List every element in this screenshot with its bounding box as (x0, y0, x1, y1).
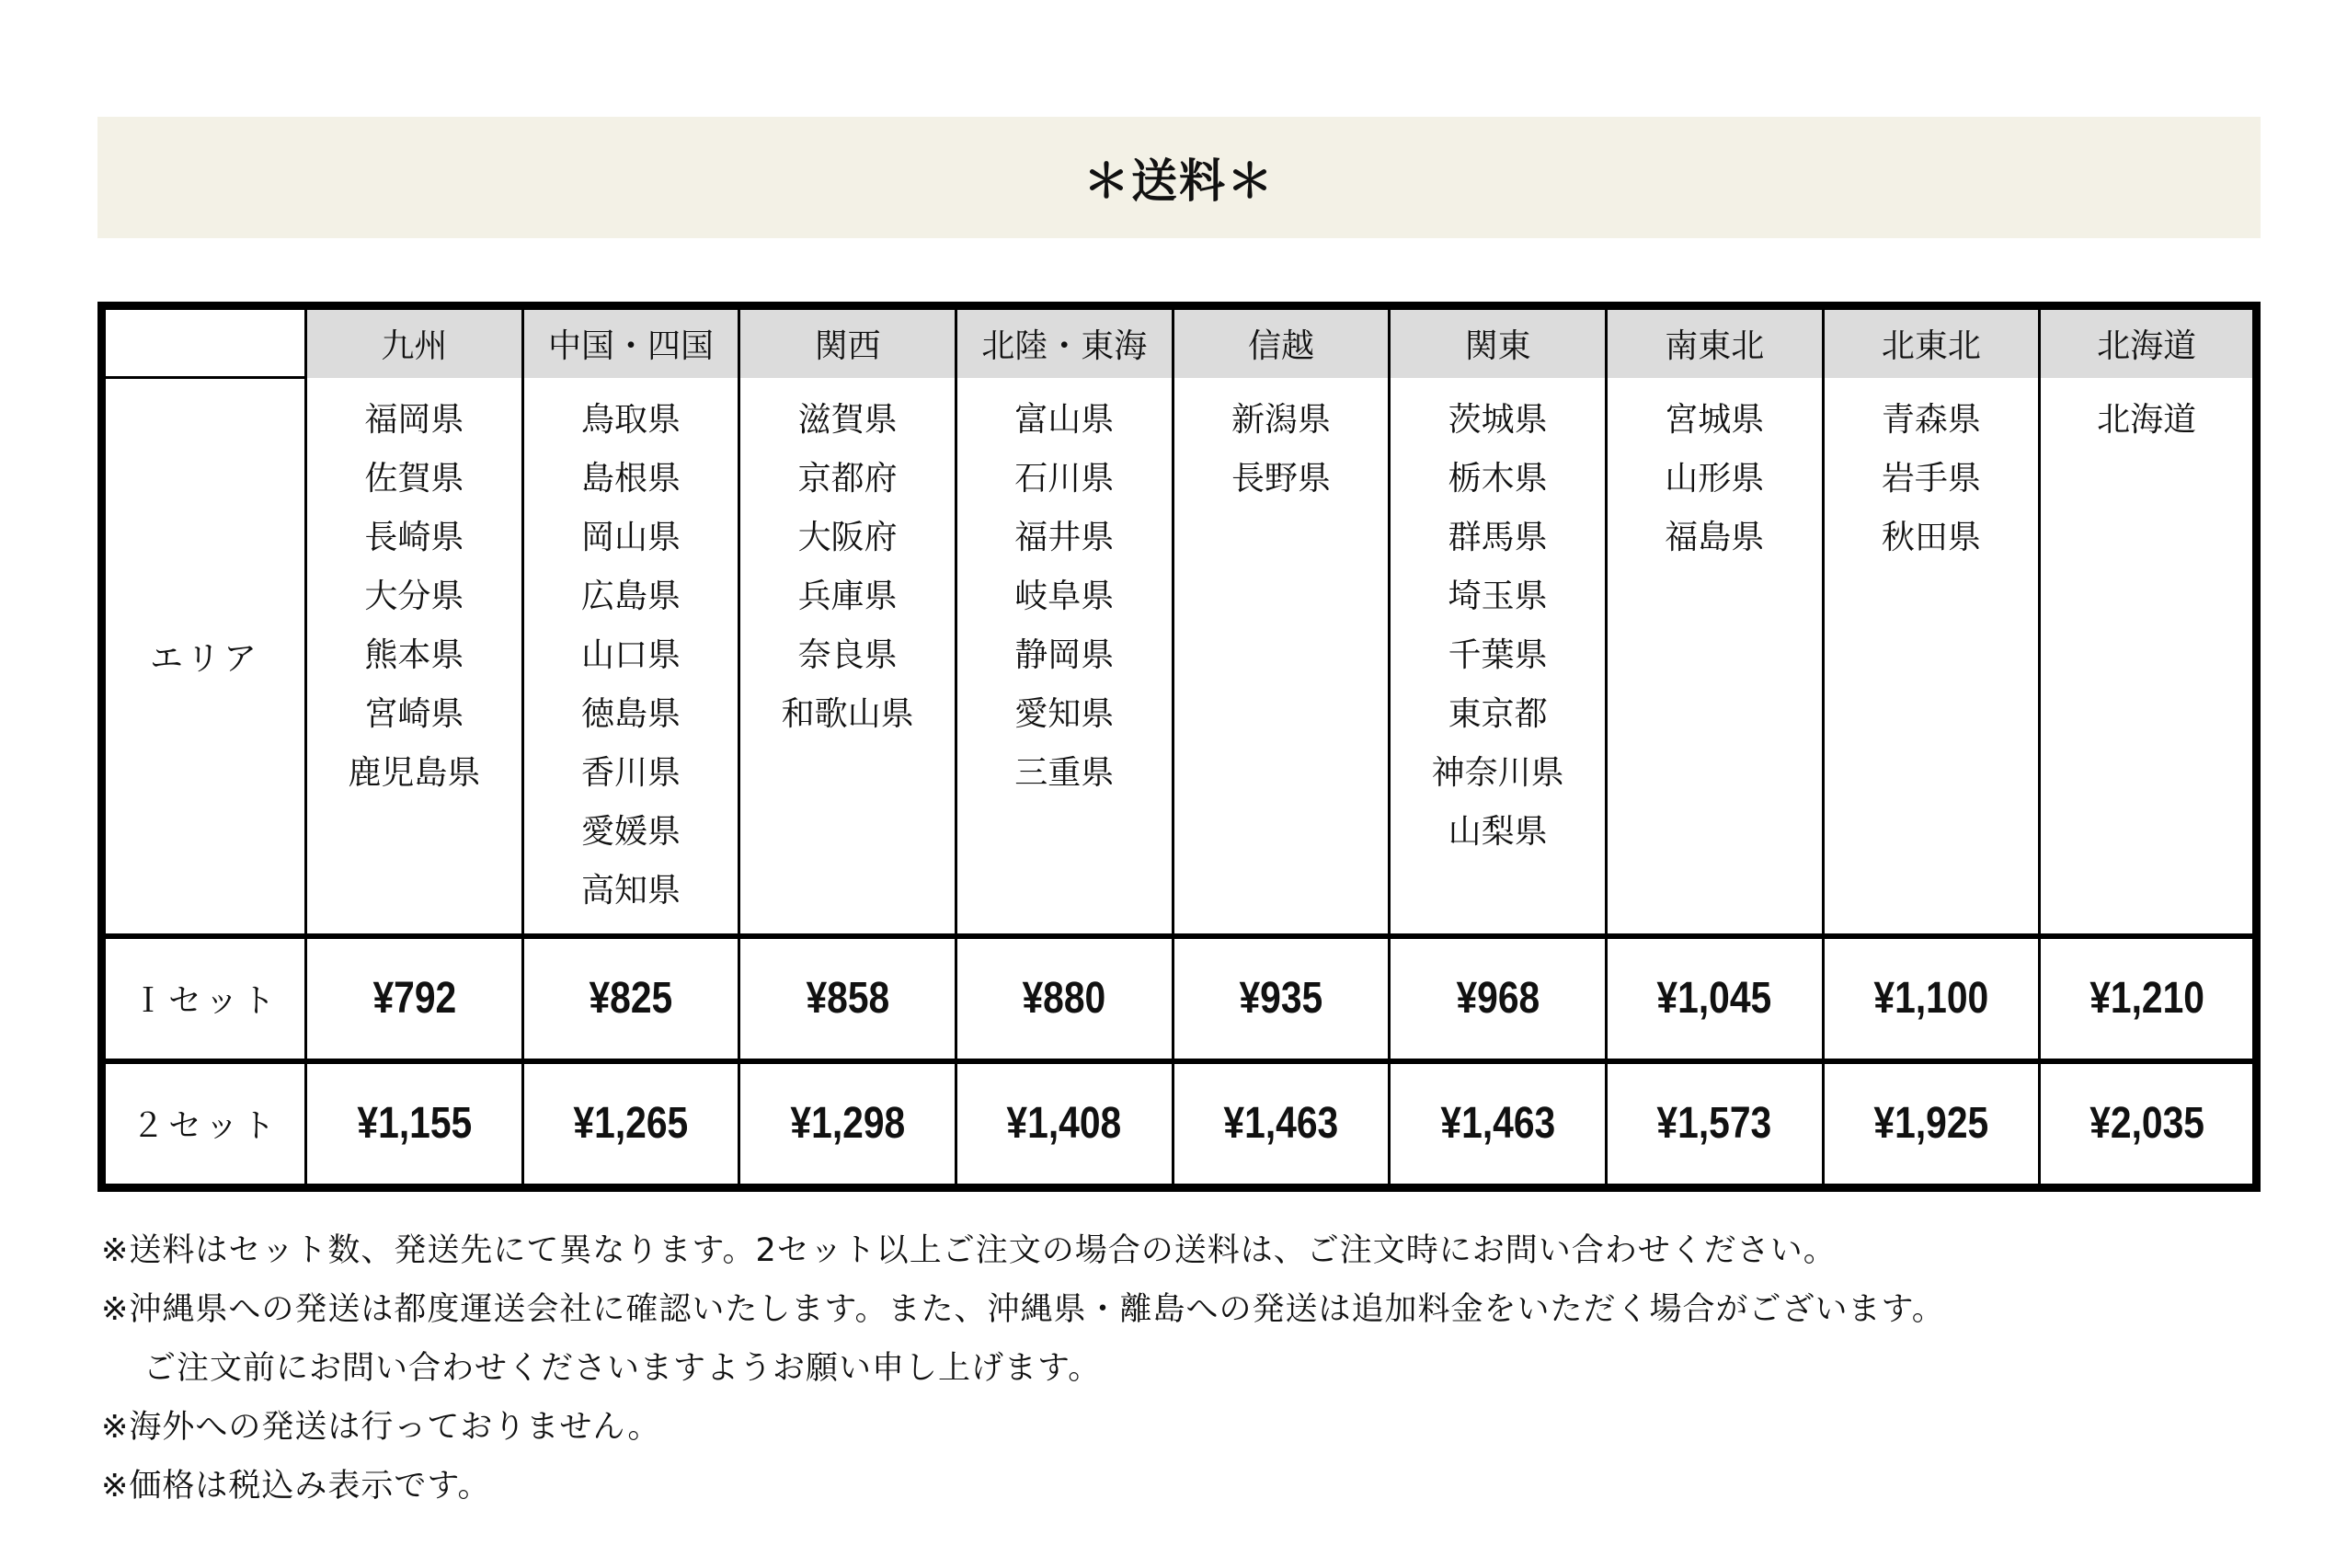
prefecture: 滋賀県 (797, 400, 898, 439)
prefecture: 福島県 (1665, 518, 1765, 556)
region-header: 関東 (1390, 306, 1607, 378)
region-header-row (102, 306, 2257, 378)
set1-price: ¥880 (972, 936, 1156, 1061)
note-line: ご注文前にお問い合わせくださいますようお願い申し上げます。 (143, 1350, 1102, 1387)
prefecture: 長崎県 (364, 518, 464, 556)
prefecture: 佐賀県 (364, 459, 464, 498)
set1-price: ¥792 (322, 936, 506, 1061)
shipping-fee-table (97, 302, 2261, 1192)
prefecture-list (1390, 378, 1607, 936)
notes (101, 1221, 1945, 1516)
prefecture: 島根県 (580, 459, 681, 498)
set2-label: ２セット (102, 1061, 306, 1188)
set2-price: ¥1,573 (1622, 1061, 1806, 1188)
prefecture: 宮崎県 (364, 694, 464, 733)
corner-cell (102, 306, 306, 378)
prefecture: 高知県 (580, 871, 681, 910)
region-header: 北海道 (2040, 306, 2257, 378)
prefecture-list (522, 378, 739, 936)
prefecture: 富山県 (1014, 400, 1115, 439)
set2-price: ¥1,463 (1189, 1061, 1373, 1188)
prefecture: 岩手県 (1881, 459, 1981, 498)
note-line: ※沖縄県への発送は都度運送会社に確認いたします。また、沖縄県・離島への発送は追加料金をいただく場合がございます。 (101, 1291, 1945, 1328)
prefecture: 熊本県 (364, 635, 464, 674)
set2-price-row (102, 1061, 2257, 1188)
set2-price: ¥1,463 (1405, 1061, 1589, 1188)
prefecture-list (306, 378, 523, 936)
prefecture: 大阪府 (797, 518, 898, 556)
set1-price: ¥858 (755, 936, 939, 1061)
prefecture: 栃木県 (1448, 459, 1548, 498)
prefecture: 神奈川県 (1431, 753, 1564, 792)
prefecture: 北海道 (2097, 400, 2197, 439)
set1-price: ¥1,210 (2055, 936, 2239, 1061)
prefecture-list (2040, 378, 2257, 936)
note-line: ※送料はセット数、発送先にて異なります。2セット以上ご注文の場合の送料は、ご注文時にお問い合わせください。 (101, 1232, 1837, 1269)
prefecture: 群馬県 (1448, 518, 1548, 556)
region-header: 九州 (306, 306, 523, 378)
set2-price: ¥1,265 (539, 1061, 723, 1188)
prefecture: 愛知県 (1014, 694, 1115, 733)
area-row (102, 378, 2257, 936)
region-header: 北東北 (1823, 306, 2040, 378)
prefecture-list (739, 378, 956, 936)
prefecture: 京都府 (797, 459, 898, 498)
prefecture: 山形県 (1665, 459, 1765, 498)
prefecture: 東京都 (1448, 694, 1548, 733)
set2-price: ¥1,408 (972, 1061, 1156, 1188)
region-header: 信越 (1173, 306, 1390, 378)
prefecture: 鹿児島県 (348, 753, 481, 792)
prefecture: 三重県 (1014, 753, 1115, 792)
prefecture: 石川県 (1014, 459, 1115, 498)
prefecture: 岐阜県 (1014, 577, 1115, 615)
set1-price: ¥1,100 (1839, 936, 2023, 1061)
prefecture: 奈良県 (797, 635, 898, 674)
prefecture: 和歌山県 (781, 694, 914, 733)
prefecture: 青森県 (1881, 400, 1981, 439)
region-header: 中国・四国 (522, 306, 739, 378)
prefecture: 山口県 (580, 635, 681, 674)
prefecture: 広島県 (580, 577, 681, 615)
set2-price: ¥1,155 (322, 1061, 506, 1188)
set1-price: ¥825 (539, 936, 723, 1061)
set1-price-row (102, 936, 2257, 1061)
prefecture: 香川県 (580, 753, 681, 792)
set1-price: ¥1,045 (1622, 936, 1806, 1061)
prefecture: 兵庫県 (797, 577, 898, 615)
set2-price: ¥1,298 (755, 1061, 939, 1188)
prefecture: 岡山県 (580, 518, 681, 556)
set1-price: ¥935 (1189, 936, 1373, 1061)
page-title: ＊送料＊ (1083, 155, 1275, 208)
title-banner (97, 117, 2261, 238)
set1-price: ¥968 (1405, 936, 1589, 1061)
prefecture-list (1606, 378, 1823, 936)
prefecture: 静岡県 (1014, 635, 1115, 674)
prefecture: 埼玉県 (1448, 577, 1548, 615)
prefecture-list (1173, 378, 1390, 936)
prefecture: 山梨県 (1448, 812, 1548, 851)
region-header: 南東北 (1606, 306, 1823, 378)
prefecture: 徳島県 (580, 694, 681, 733)
prefecture: 福岡県 (364, 400, 464, 439)
set2-price: ¥2,035 (2055, 1061, 2239, 1188)
prefecture: 宮城県 (1665, 400, 1765, 439)
prefecture: 福井県 (1014, 518, 1115, 556)
set1-label: Ｉセット (102, 936, 306, 1061)
area-label: エリア (102, 378, 306, 936)
note-line: ※海外への発送は行っておりません。 (101, 1409, 661, 1446)
prefecture-list (956, 378, 1173, 936)
prefecture: 秋田県 (1881, 518, 1981, 556)
prefecture: 愛媛県 (580, 812, 681, 851)
set2-price: ¥1,925 (1839, 1061, 2023, 1188)
prefecture: 千葉県 (1448, 635, 1548, 674)
prefecture: 大分県 (364, 577, 464, 615)
region-header: 関西 (739, 306, 956, 378)
prefecture: 茨城県 (1448, 400, 1548, 439)
prefecture: 鳥取県 (580, 400, 681, 439)
prefecture: 長野県 (1231, 459, 1331, 498)
prefecture-list (1823, 378, 2040, 936)
region-header: 北陸・東海 (956, 306, 1173, 378)
note-line: ※価格は税込み表示です。 (101, 1468, 491, 1505)
prefecture: 新潟県 (1231, 400, 1331, 439)
